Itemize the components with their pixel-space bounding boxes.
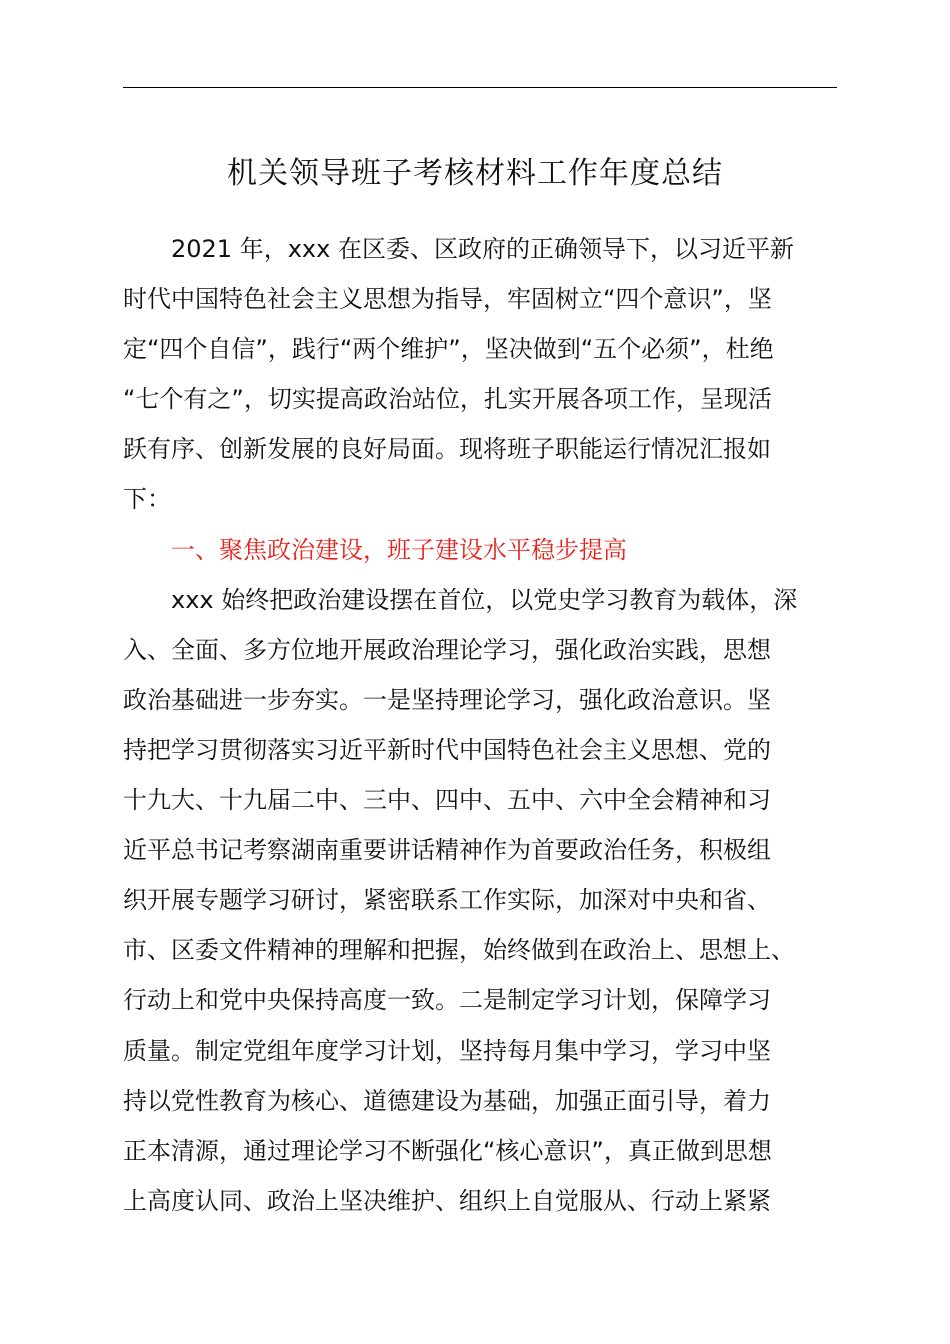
paragraph-line: “七个有之”，切实提高政治站位，扎实开展各项工作，呈现活 — [123, 385, 772, 414]
paragraph-line: 持以党性教育为核心、道德建设为基础，加强正面引导，着力 — [123, 1086, 771, 1115]
paragraph-line: 近平总书记考察湖南重要讲话精神作为首要政治任务，积极组 — [123, 836, 771, 865]
section-heading: 一、聚焦政治建设，班子建设水平稳步提高 — [171, 535, 627, 564]
paragraph-line: 十九大、十九届二中、三中、四中、五中、六中全会精神和习 — [123, 786, 771, 815]
paragraph-line: 织开展专题学习研讨，紧密联系工作实际，加深对中央和省、 — [123, 886, 771, 915]
document-title: 机关领导班子考核材料工作年度总结 — [227, 156, 723, 191]
paragraph-line: 政治基础进一步夯实。一是坚持理论学习，强化政治意识。坚 — [123, 685, 771, 714]
paragraph-line: 持把学习贯彻落实习近平新时代中国特色社会主义思想、党的 — [123, 735, 771, 764]
paragraph-line: 2021 年，xxx 在区委、区政府的正确领导下，以习近平新 — [171, 235, 794, 263]
paragraph-line: 正本清源，通过理论学习不断强化“核心意识”，真正做到思想 — [123, 1136, 772, 1165]
paragraph-line: 市、区委文件精神的理解和把握，始终做到在政治上、思想上、 — [123, 936, 795, 965]
paragraph-line: 下： — [123, 485, 171, 514]
paragraph-line: 时代中国特色社会主义思想为指导，牢固树立“四个意识”，坚 — [123, 285, 772, 314]
paragraph-line: 上高度认同、政治上坚决维护、组织上自觉服从、行动上紧紧 — [123, 1186, 771, 1215]
header-rule — [123, 87, 837, 88]
paragraph-line: 跃有序、创新发展的良好局面。现将班子职能运行情况汇报如 — [123, 435, 771, 464]
paragraph-line: xxx 始终把政治建设摆在首位，以党史学习教育为载体，深 — [171, 585, 798, 614]
paragraph-line: 定“四个自信”，践行“两个维护”，坚决做到“五个必须”，杜绝 — [123, 335, 774, 364]
document-body — [123, 224, 839, 1226]
paragraph-line: 行动上和党中央保持高度一致。二是制定学习计划，保障学习 — [123, 986, 771, 1015]
paragraph-line: 入、全面、多方位地开展政治理论学习，强化政治实践，思想 — [123, 635, 771, 664]
paragraph-line: 质量。制定党组年度学习计划，坚持每月集中学习，学习中坚 — [123, 1036, 771, 1065]
